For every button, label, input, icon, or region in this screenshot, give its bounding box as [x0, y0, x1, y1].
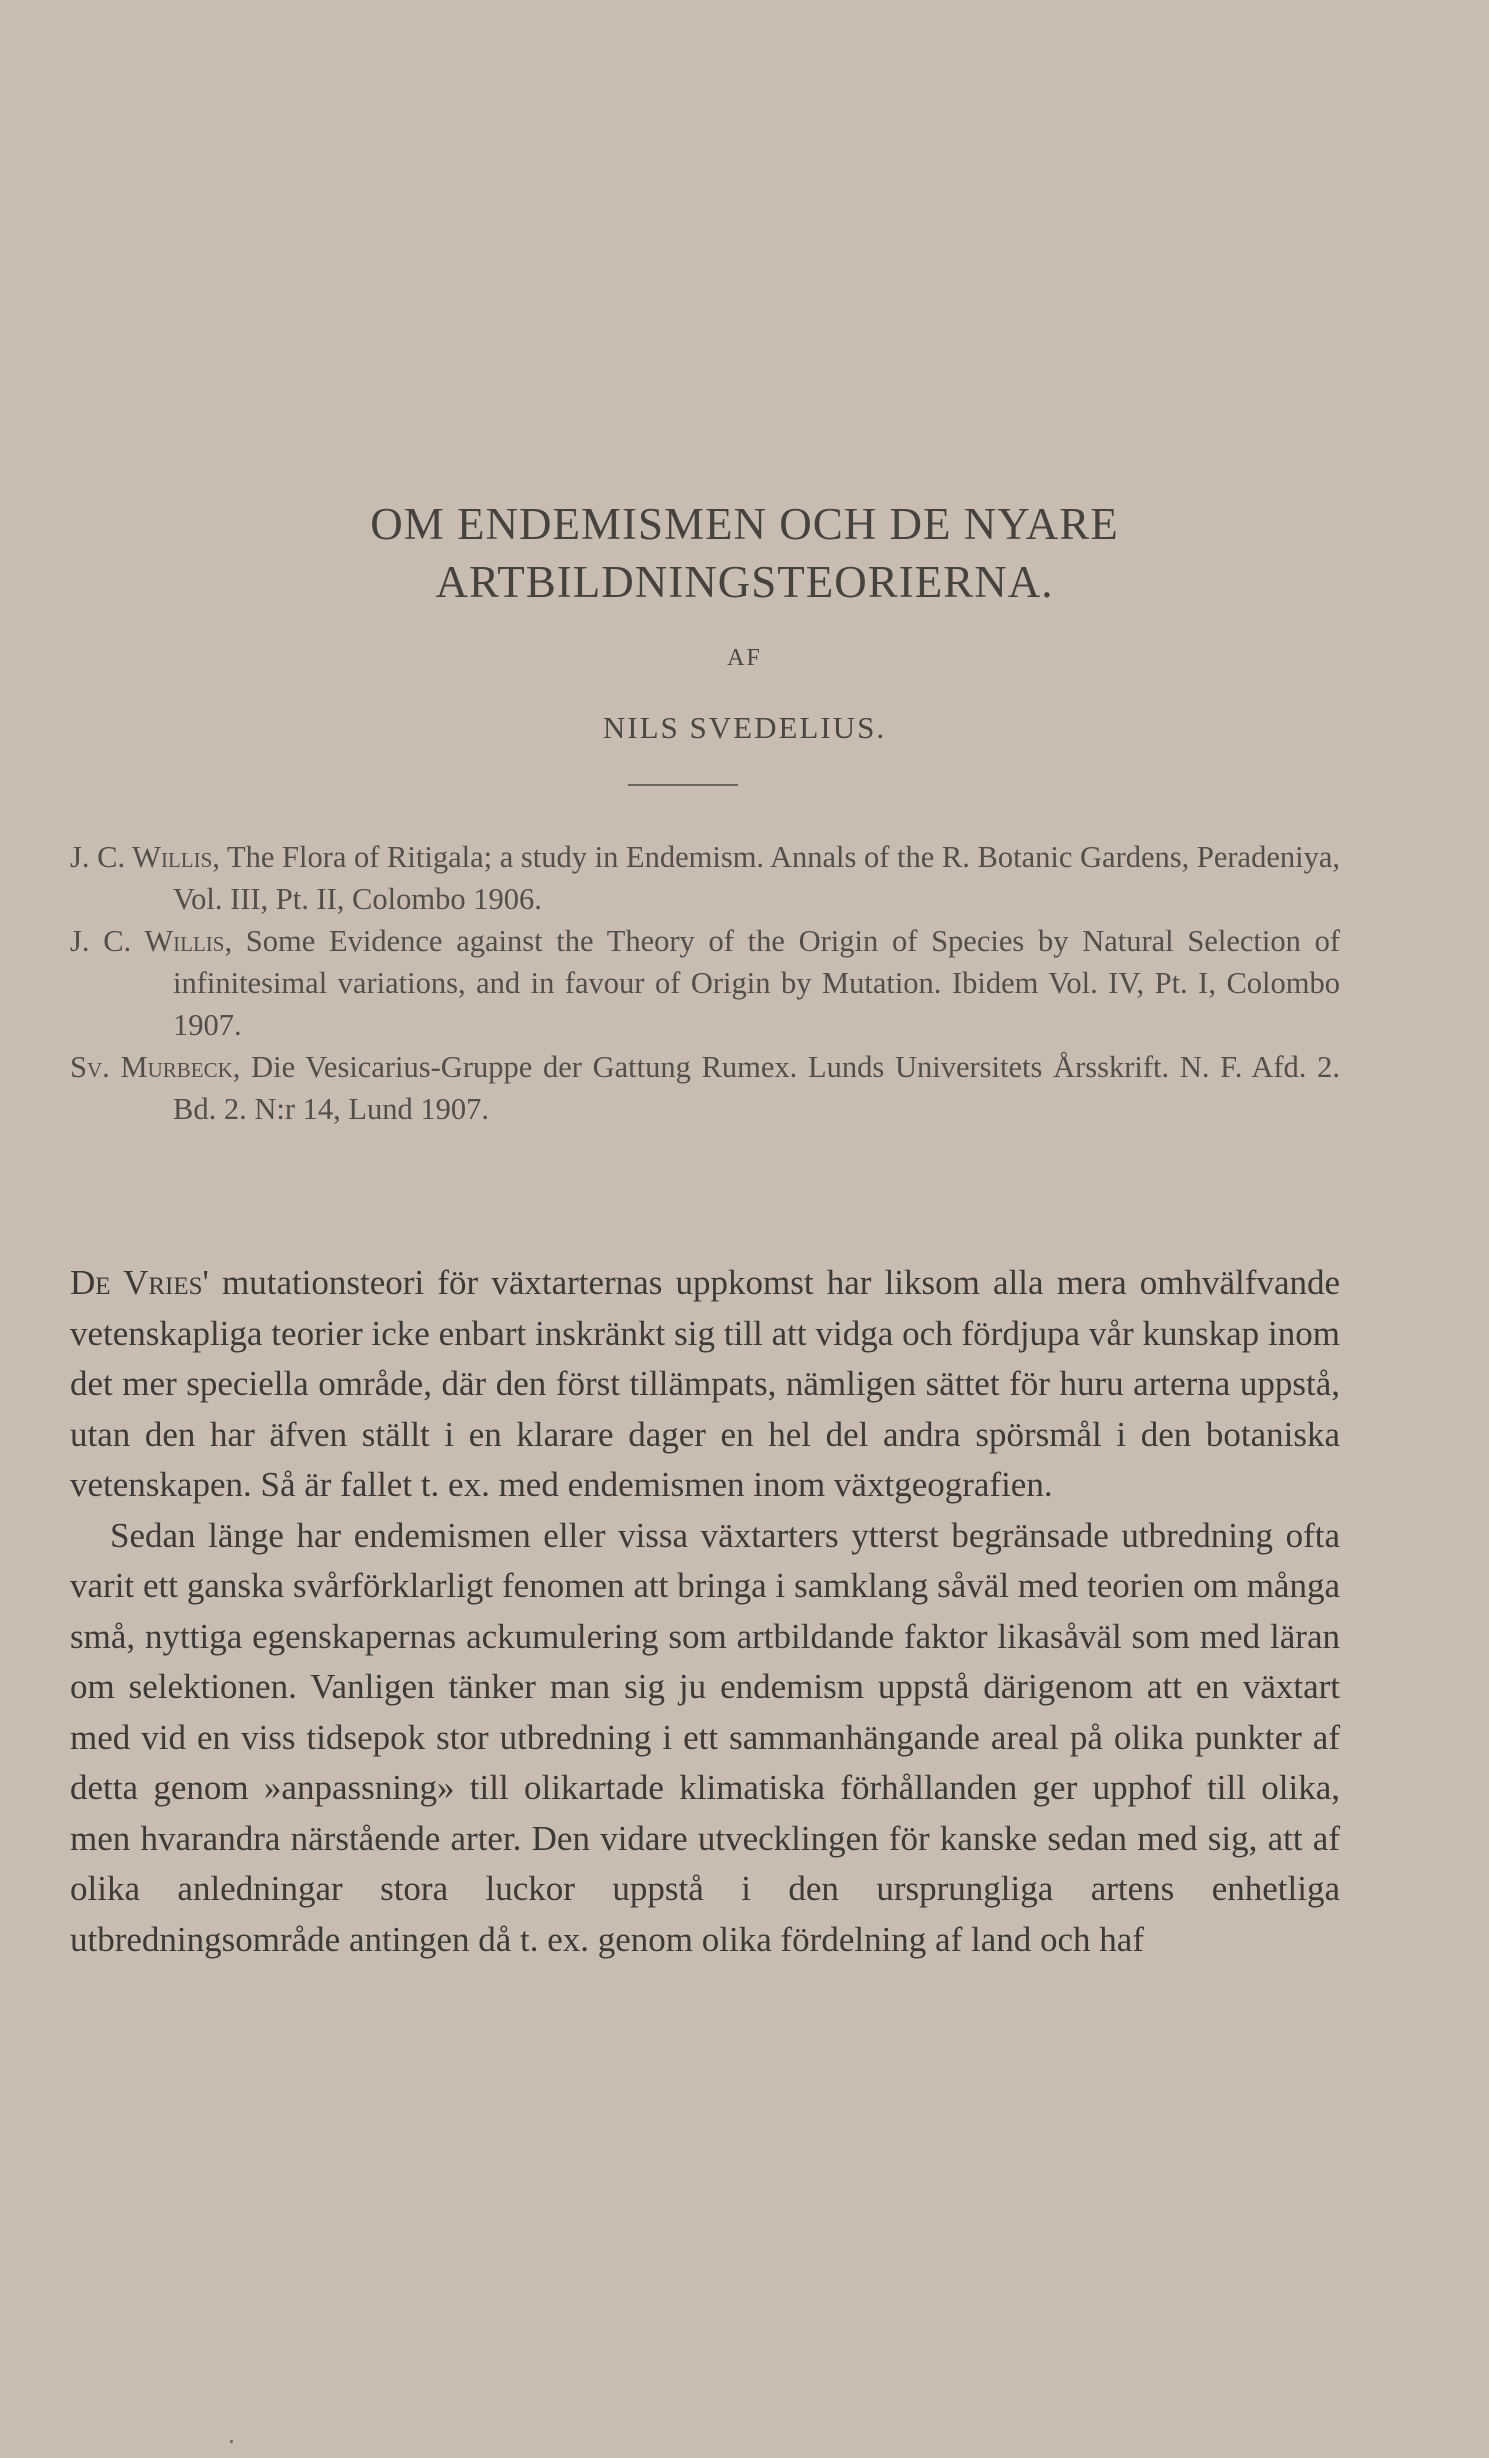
reference-list: [70, 836, 1340, 1130]
body-text: [70, 1258, 1340, 1965]
reference-author: Sv. Murbeck,: [70, 1050, 241, 1084]
section-divider: [628, 784, 738, 786]
paragraph-text: mutationsteori för växtarternas uppkomst har liksom alla mera omhvälfvande vetenskapliga teorier icke enbart inskränkt sig till att vidga och fördjupa vår kunskap inom det mer speciella område, där den först tillämpats, nämligen sättet för huru arterna uppstå, utan den har äfven ställt i en klarare dager en hel del andra spörsmål i den botaniska vetenskapen. Så är fallet t. ex. med endemismen inom växtgeografien.: [70, 1263, 1341, 1504]
author-name: NILS SVEDELIUS.: [602, 710, 887, 745]
reference-text: Some Evidence against the Theory of the Origin of Species by Natural Selection of infinitesimal variations, and in favour of Origin by Mutation. Ibidem Vol. IV, Pt. I, Colombo 1907.: [173, 924, 1340, 1042]
reference-author: J. C. Willis,: [70, 840, 220, 874]
page-speck: [230, 2440, 233, 2443]
byline-af: AF: [727, 645, 762, 671]
reference-item: [70, 836, 1340, 920]
paragraph-lead: De Vries': [70, 1263, 209, 1302]
reference-text: Die Vesicarius-Gruppe der Gattung Rumex. Lunds Universitets Årsskrift. N. F. Afd. 2. Bd. 2. N:r 14, Lund 1907.: [173, 1050, 1340, 1126]
reference-author: J. C. Willis,: [70, 924, 233, 958]
article-title-line-1: OM ENDEMISMEN OCH DE NYARE: [370, 499, 1119, 549]
reference-item: [70, 920, 1340, 1046]
paragraph-text: Sedan länge har endemismen eller vissa växtarters ytterst begränsade utbredning ofta varit ett ganska svårförklarligt fenomen att bringa i samklang såväl med teorien om många små, nyttiga egenskapernas ackumulering som artbildande faktor likasåväl som med läran om selektionen. Vanligen tänker man sig ju endemism uppstå därigenom att en växtart med vid en viss tidsepok stor utbredning i ett sammanhängande areal på olika punkter af detta genom »anpassning» till olikartade klimatiska förhållanden ger upphof till olika, men hvarandra närstående arter. Den vidare utvecklingen för kanske sedan med sig, att af olika anledningar stora luckor uppstå i den ursprungliga artens enhetliga utbredningsområde antingen då t. ex. genom olika fördelning af land och haf: [70, 1515, 1340, 1959]
article-title-line-2: ARTBILDNINGSTEORIERNA.: [435, 557, 1054, 607]
reference-text: The Flora of Ritigala; a study in Endemism. Annals of the R. Botanic Gardens, Peradeniya, Vol. III, Pt. II, Colombo 1906.: [173, 840, 1341, 916]
paragraph-2: [70, 1511, 1340, 1966]
paragraph-1: [70, 1258, 1340, 1511]
reference-item: [70, 1046, 1340, 1130]
